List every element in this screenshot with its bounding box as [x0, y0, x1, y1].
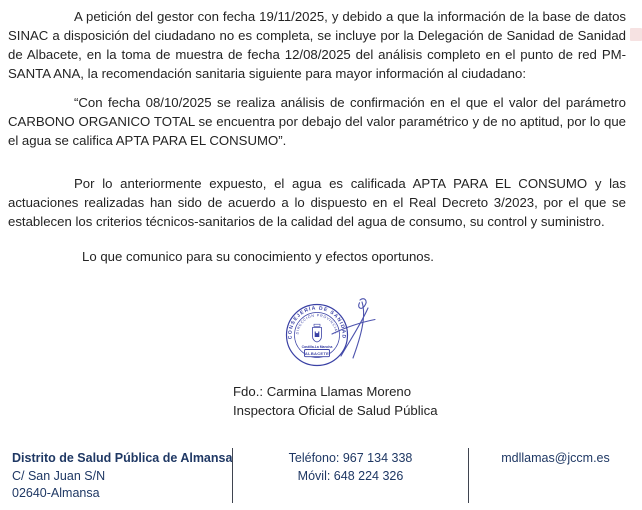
stamp-region-text: Castilla-La Mancha: [301, 344, 333, 349]
stamp-banner: [305, 350, 330, 357]
signer-title-line: Inspectora Oficial de Salud Pública: [233, 403, 438, 418]
stamp-banner-text: ALBACETE: [304, 350, 330, 356]
footer-email: [469, 450, 642, 468]
edge-artifact: [630, 28, 642, 41]
footer-address: [12, 450, 232, 503]
footer-contact: [233, 450, 468, 485]
signed-by-line: Fdo.: Carmina Llamas Moreno: [233, 384, 412, 399]
office-city: 02640-Almansa: [12, 486, 100, 500]
phone-number: Teléfono: 967 134 338: [288, 451, 413, 465]
signature-block: [233, 382, 438, 420]
mobile-number: Móvil: 648 224 326: [297, 468, 404, 483]
office-street: C/ San Juan S/N: [12, 468, 106, 483]
office-name: Distrito de Salud Pública de Almansa: [12, 451, 233, 465]
stamp-ring-text-inner: DIRECCIÓN PROVINCIAL: [295, 313, 339, 335]
letter-body: [8, 7, 626, 266]
official-stamp: [268, 294, 388, 376]
paragraph-quoted-analysis: “Con fecha 08/10/2025 se realiza análisis de confirmación en el que el valor del parámetro CARBONO ORGANICO TOTAL se encuentra por debajo del valor paramétrico y de no aptitud, por lo que el agua se califica APTA PARA EL CONSUMO”.: [8, 95, 626, 148]
paragraph-conclusion: Por lo anteriormente expuesto, el agua es calificada APTA PARA EL CONSUMO y las actuaciones realizadas han sido de acuerdo a lo dispuesto en el Real Decreto 3/2023, por el que se establecen los criterios técnicos-sanitarios de la calidad del agua de consumo, su control y suministro.: [8, 176, 626, 229]
castilla-la-mancha-shield-icon: [313, 324, 322, 342]
paragraph-request: A petición del gestor con fecha 19/11/2025, y debido a que la información de la base de datos SINAC a disposición del ciudadano no es completa, se incluye por la Delegación de Sanidad de Sanidad de Albacete, en la toma de muestra de fecha 12/08/2025 del análisis completo en el punto de red PM-SANTA ANA, la recomendación sanitaria siguiente para mayor información al ciudadano:: [8, 9, 626, 81]
closing-line: Lo que comunico para su conocimiento y efectos oportunos.: [82, 249, 434, 264]
stamp-ring-text-top: CONSEJERÍA DE SANIDAD: [287, 305, 347, 340]
email-address: mdllamas@jccm.es: [501, 451, 610, 465]
page-footer: [0, 448, 642, 506]
